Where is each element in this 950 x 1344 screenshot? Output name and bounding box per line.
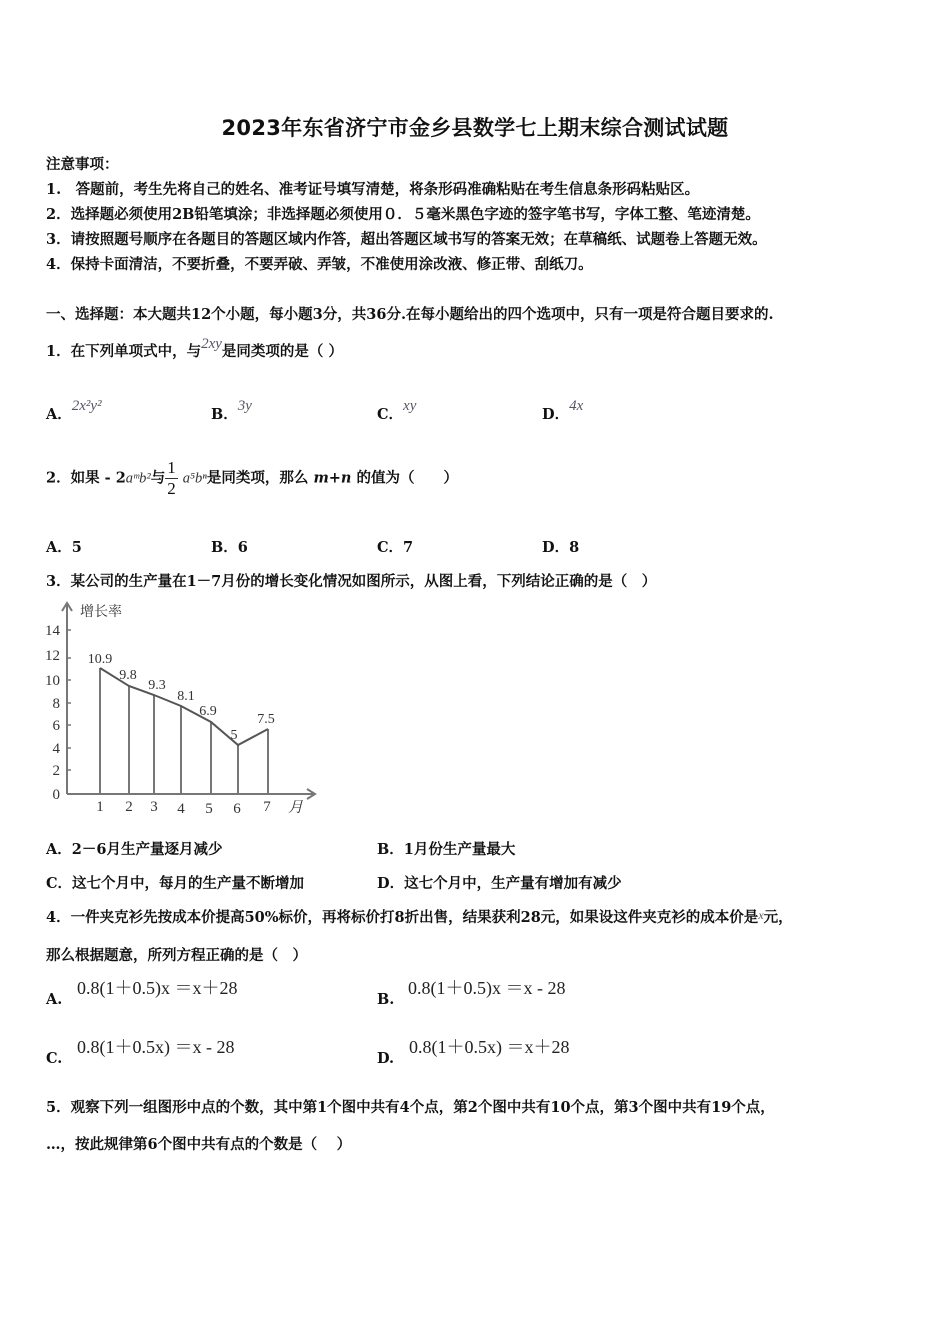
q1-term: 2xy xyxy=(201,336,222,352)
svg-text:7.5: 7.5 xyxy=(257,712,275,727)
svg-text:5: 5 xyxy=(230,728,238,743)
question-1 xyxy=(46,336,343,361)
svg-text:4: 4 xyxy=(52,741,60,757)
q2-option-c[interactable]: C．7 xyxy=(377,539,414,556)
q1-option-c[interactable]: C．xy xyxy=(377,398,417,423)
q2-option-a[interactable]: A．5 xyxy=(46,539,82,556)
svg-text:9.8: 9.8 xyxy=(119,668,137,683)
notice-item: 3．请按照题号顺序在各题目的答题区域内作答，超出答题区域书写的答案无效；在草稿纸、试题卷上答题无效。 xyxy=(46,231,767,248)
q4-option-a-equation: 0.8(1＋0.5)x ＝x＋28 xyxy=(77,978,238,998)
section-heading: 一、选择题：本大题共12个小题，每小题3分，共36分.在每小题给出的四个选项中，只有一项是符合题目要求的. xyxy=(46,306,774,323)
svg-text:4: 4 xyxy=(177,801,185,817)
question-5-line2: …，按此规律第6个图中共有点的个数是（ ） xyxy=(46,1136,352,1153)
q1-option-b[interactable]: B．3y xyxy=(211,398,252,423)
svg-text:8: 8 xyxy=(52,696,60,712)
svg-text:2: 2 xyxy=(125,799,133,815)
svg-text:7: 7 xyxy=(263,799,271,815)
svg-text:0: 0 xyxy=(52,787,60,803)
notice-item: 1. 答题前，考生先将自己的姓名、准考证号填写清楚，将条形码准确粘贴在考生信息条形码粘贴区。 xyxy=(46,181,700,198)
y-axis-label: 增长率 xyxy=(80,605,122,620)
growth-rate-chart xyxy=(40,597,330,822)
q4-option-c-label[interactable]: C. xyxy=(46,1050,63,1067)
svg-text:14: 14 xyxy=(45,623,60,639)
svg-text:5: 5 xyxy=(205,801,213,817)
q1-option-d[interactable]: D．4x xyxy=(542,398,584,423)
drop-lines xyxy=(100,668,268,794)
svg-text:10.9: 10.9 xyxy=(87,652,113,667)
svg-text:12: 12 xyxy=(45,648,60,664)
q3-option-b[interactable]: B．1月份生产量最大 xyxy=(377,841,516,858)
q1-option-a[interactable]: A．2x²y² xyxy=(46,398,102,423)
question-5-line1: 5．观察下列一组图形中点的个数，其中第1个图中共有4个点，第2个图中共有10个点，第3个图中共有19个点， xyxy=(46,1099,775,1116)
q3-option-a[interactable]: A．2－6月生产量逐月减少 xyxy=(46,841,223,858)
q4-option-d-label[interactable]: D. xyxy=(377,1050,395,1067)
svg-text:9.3: 9.3 xyxy=(148,678,166,693)
y-tick-labels xyxy=(45,623,61,803)
svg-text:10: 10 xyxy=(45,673,60,689)
q3-option-c[interactable]: C．这七个月中，每月的生产量不断增加 xyxy=(46,875,305,892)
svg-text:2: 2 xyxy=(52,763,60,779)
page-title: 2023年东省济宁市金乡县数学七上期末综合测试试题 xyxy=(221,116,729,140)
q4-option-b-equation: 0.8(1＋0.5)x ＝x - 28 xyxy=(408,978,566,998)
question-2: 2．如果 - 2aᵐb²与 $\frac{1}{2}$ a⁵bⁿ是同类项，那么 m+n 的值为（ ） xyxy=(46,458,459,498)
q4-option-c-equation: 0.8(1＋0.5x) ＝x - 28 xyxy=(77,1037,235,1057)
svg-text:6: 6 xyxy=(52,718,60,734)
q3-option-d[interactable]: D．这七个月中，生产量有增加有减少 xyxy=(377,875,622,892)
question-4-line2: 那么根据题意，所列方程正确的是（ ） xyxy=(46,947,307,964)
question-3: 3．某公司的生产量在1－7月份的增长变化情况如图所示，从图上看，下列结论正确的是（ ） xyxy=(46,573,657,590)
q1-prefix: 1．在下列单项式中，与 xyxy=(46,343,202,360)
q1-suffix: 是同类项的是（ ） xyxy=(221,343,343,360)
x-axis-label: 月 xyxy=(288,800,304,816)
question-4-line1: 4．一件夹克衫先按成本价提高50%标价，再将标价打8折出售，结果获利28元，如果设这件夹克衫的成本价是$^x$元， xyxy=(46,908,793,926)
q2-fraction: $\frac{1}{2}$ xyxy=(167,458,176,498)
q2-option-b[interactable]: B．6 xyxy=(211,539,248,556)
q4-option-d-equation: 0.8(1＋0.5x) ＝x＋28 xyxy=(409,1037,570,1057)
svg-text:3: 3 xyxy=(150,799,158,815)
x-tick-labels xyxy=(96,799,271,817)
q2-term2: a⁵bⁿ xyxy=(182,470,207,487)
q2-term1: aᵐb² xyxy=(125,470,151,487)
svg-text:6: 6 xyxy=(233,801,241,817)
svg-text:8.1: 8.1 xyxy=(177,689,195,704)
notice-item: 2．选择题必须使用2B铅笔填涂；非选择题必须使用０．５毫米黑色字迹的签字笔书写，字体工整、笔迹清楚。 xyxy=(46,206,760,223)
svg-text:1: 1 xyxy=(96,799,104,815)
svg-text:6.9: 6.9 xyxy=(199,704,217,719)
q4-option-b-label[interactable]: B. xyxy=(377,991,395,1008)
notice-heading: 注意事项： xyxy=(46,156,119,173)
q4-option-a-label[interactable]: A. xyxy=(46,991,63,1008)
q2-option-d[interactable]: D．8 xyxy=(542,539,580,556)
notice-item: 4．保持卡面清洁，不要折叠，不要弄破、弄皱，不准使用涂改液、修正带、刮纸刀。 xyxy=(46,256,593,273)
